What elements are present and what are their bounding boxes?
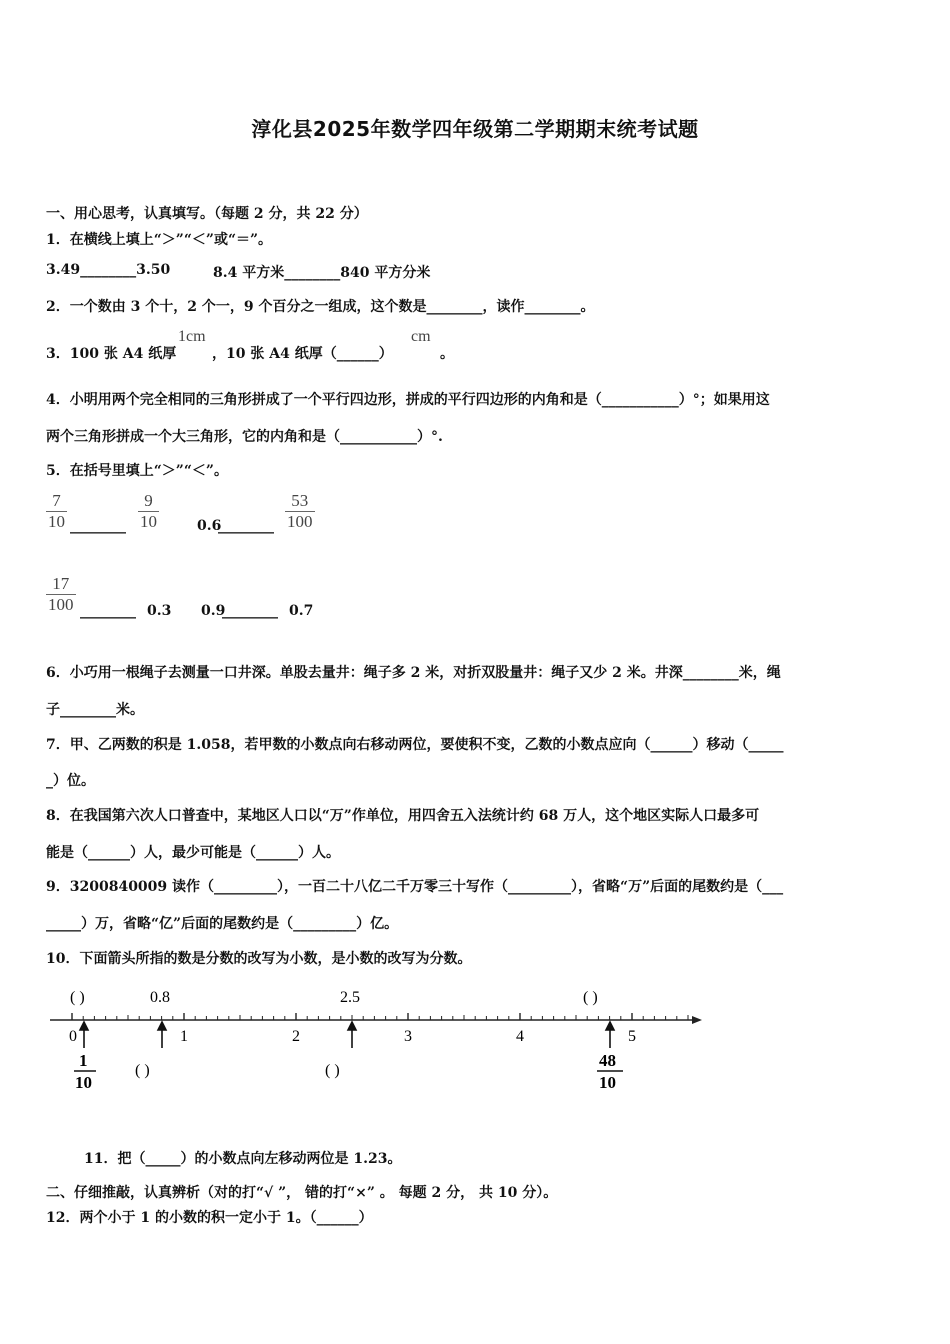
q3-end: 。 <box>440 346 454 362</box>
bottom-fraction-1-10-num: 1 <box>79 1051 88 1070</box>
axis-number-0: 0 <box>69 1028 77 1045</box>
fraction-17-100: $\frac{17}{100}$ <box>48 574 74 614</box>
top-label-blank-left: ( ) <box>70 989 85 1006</box>
q4-line1: 4．小明用两个完全相同的三角形拼成了一个平行四边形，拼成的平行四边形的内角和是（___________）°；如果用这 <box>46 392 770 408</box>
q6-line1: 6．小巧用一根绳子去测量一口井深。单股去量井：绳子多 2 米，对折双股量井：绳子又少 2 米。井深________米，绳 <box>46 665 781 681</box>
fraction-7-10: $\frac{7}{10}$ <box>48 491 65 531</box>
q3-part2: ，10 张 A4 纸厚（______） <box>212 346 393 362</box>
axis-arrow <box>692 1016 702 1024</box>
number-line-figure <box>40 982 710 1094</box>
fraction-53-100: $\frac{53}{100}$ <box>287 491 313 531</box>
axis-number-3: 3 <box>404 1028 412 1045</box>
q12-text: 12．两个小于 1 的小数的积一定小于 1。（______） <box>46 1210 373 1226</box>
q3-unit1: 1cm <box>178 328 206 345</box>
section2-header: 二、仔细推敲，认真辨析（对的打“√ ”， 错的打“×” 。 每题 2 分， 共 10 分）。 <box>46 1185 558 1201</box>
axis-number-5: 5 <box>628 1028 636 1045</box>
q5-blank-1: ________ <box>70 518 126 534</box>
bottom-label-blank-1: ( ) <box>135 1062 150 1079</box>
bottom-fraction-48-10-num: 48 <box>599 1051 616 1070</box>
q5-value-0.6: 0.6 <box>197 518 222 534</box>
q5-blank-2: ________ <box>218 518 274 534</box>
q5-text: 5．在括号里填上“＞”“＜”。 <box>46 463 228 479</box>
q8-line2: 能是（______）人，最少可能是（______）人。 <box>46 845 340 861</box>
pointer-arrow-2 <box>158 1022 166 1048</box>
q7-line1: 7．甲、乙两数的积是 1.058，若甲数的小数点向右移动两位，要使积不变，乙数的小数点应向（______）移动（_____ <box>46 737 784 753</box>
bottom-label-blank-2: ( ) <box>325 1062 340 1079</box>
q5-blank-4: ________ <box>222 603 278 619</box>
q5-blank-3: ________ <box>80 603 136 619</box>
q5-value-0.7: 0.7 <box>289 603 314 619</box>
top-label-2.5: 2.5 <box>340 989 360 1006</box>
axis-number-2: 2 <box>292 1028 300 1045</box>
q11-text: 11．把（_____）的小数点向左移动两位是 1.23。 <box>84 1151 402 1167</box>
q8-line1: 8．在我国第六次人口普查中，某地区人口以“万”作单位，用四舍五入法统计约 68 万人，这个地区实际人口最多可 <box>46 808 760 824</box>
q4-line2: 两个三角形拼成一个大三角形，它的内角和是（___________）°. <box>46 429 443 445</box>
q9-line1: 9．3200840009 读作（_________），一百二十八亿二千万零三十写作（_________），省略“万”后面的尾数约是（___ <box>46 879 784 895</box>
q2-text: 2．一个数由 3 个十，2 个一，9 个百分之一组成，这个数是________，读作________。 <box>46 299 595 315</box>
q1-b: 8.4 平方米________840 平方分米 <box>213 265 431 281</box>
fraction-9-10: $\frac{9}{10}$ <box>140 491 157 531</box>
q3-part1: 3．100 张 A4 纸厚 <box>46 346 177 362</box>
pointer-arrow-1 <box>80 1022 88 1048</box>
q5-value-0.9: 0.9 <box>201 603 226 619</box>
axis-ticks <box>72 1013 688 1020</box>
page-title: 淳化县2025年数学四年级第二学期期末统考试题 <box>251 117 699 141</box>
axis-number-1: 1 <box>180 1028 188 1045</box>
q6-line2: 子________米。 <box>46 702 144 718</box>
section1-header: 一、用心思考，认真填写。（每题 2 分，共 22 分） <box>46 206 368 222</box>
q1-a: 3.49________3.50 <box>46 262 171 278</box>
axis-number-4: 4 <box>516 1028 524 1045</box>
pointer-arrow-4 <box>606 1022 614 1048</box>
q5-value-0.3: 0.3 <box>147 603 172 619</box>
bottom-fraction-1-10-den: 10 <box>75 1073 92 1092</box>
q3-unit2: cm <box>411 328 431 345</box>
q10-text: 10．下面箭头所指的数是分数的改写为小数，是小数的改写为分数。 <box>46 951 472 967</box>
q7-line2: _）位。 <box>46 773 95 789</box>
top-label-0.8: 0.8 <box>150 989 170 1006</box>
bottom-fraction-48-10-den: 10 <box>599 1073 616 1092</box>
q1-text: 1．在横线上填上“＞”“＜”或“＝”。 <box>46 232 273 248</box>
pointer-arrow-3 <box>348 1022 356 1048</box>
q9-line2: _____）万，省略“亿”后面的尾数约是（_________）亿。 <box>46 916 399 932</box>
top-label-blank-right: ( ) <box>583 989 598 1006</box>
